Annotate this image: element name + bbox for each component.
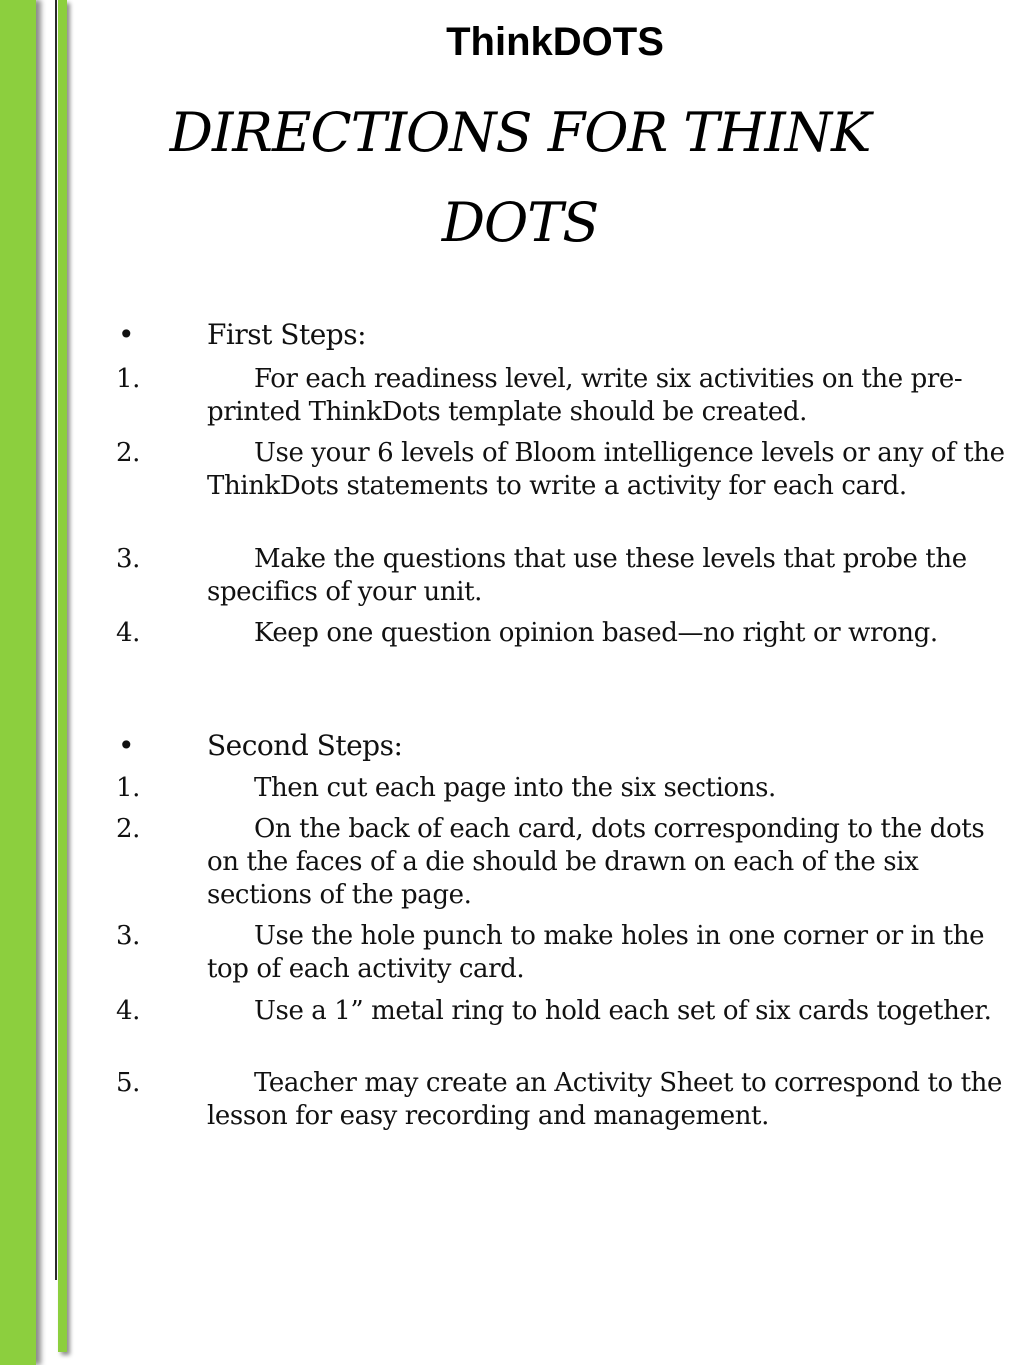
dark-divider-line	[55, 0, 57, 1280]
section-heading-label: First Steps:	[207, 318, 367, 351]
bullet-icon: •	[118, 729, 135, 762]
item-text: Make the questions that use these levels that probe the specifics of your unit.	[207, 544, 967, 607]
green-accent-line	[58, 0, 67, 1352]
item-text: For each readiness level, write six activities on the pre-printed ThinkDots template should be created.	[207, 364, 963, 427]
item-number: 3.	[116, 544, 141, 574]
item-text: Use your 6 levels of Bloom intelligence levels or any of the ThinkDots statements to write a activity for each card.	[207, 438, 1005, 501]
item-number: 1.	[116, 364, 141, 394]
item-text: Then cut each page into the six sections.	[254, 773, 776, 803]
item-text: Use a 1” metal ring to hold each set of six cards together.	[254, 996, 992, 1026]
item-number: 3.	[116, 921, 141, 951]
item-text: Use the hole punch to make holes in one corner or in the top of each activity card.	[207, 921, 985, 984]
page-title: DIRECTIONS FOR THINK DOTS	[169, 101, 871, 254]
item-number: 4.	[116, 996, 141, 1026]
item-number: 2.	[116, 814, 141, 844]
section-heading-label: Second Steps:	[207, 729, 403, 762]
item-number: 1.	[116, 773, 141, 803]
bullet-icon: •	[118, 318, 135, 351]
item-number: 5.	[116, 1068, 141, 1098]
item-number: 2.	[116, 438, 141, 468]
green-side-bar	[0, 0, 36, 1365]
item-number: 4.	[116, 618, 141, 648]
item-text: Teacher may create an Activity Sheet to correspond to the lesson for easy recording and management.	[207, 1068, 1003, 1131]
page-header: ThinkDOTS	[446, 20, 664, 64]
item-text: Keep one question opinion based—no right or wrong.	[254, 618, 938, 648]
item-text: On the back of each card, dots corresponding to the dots on the faces of a die should be drawn on each of the six sections of the page.	[207, 814, 985, 910]
